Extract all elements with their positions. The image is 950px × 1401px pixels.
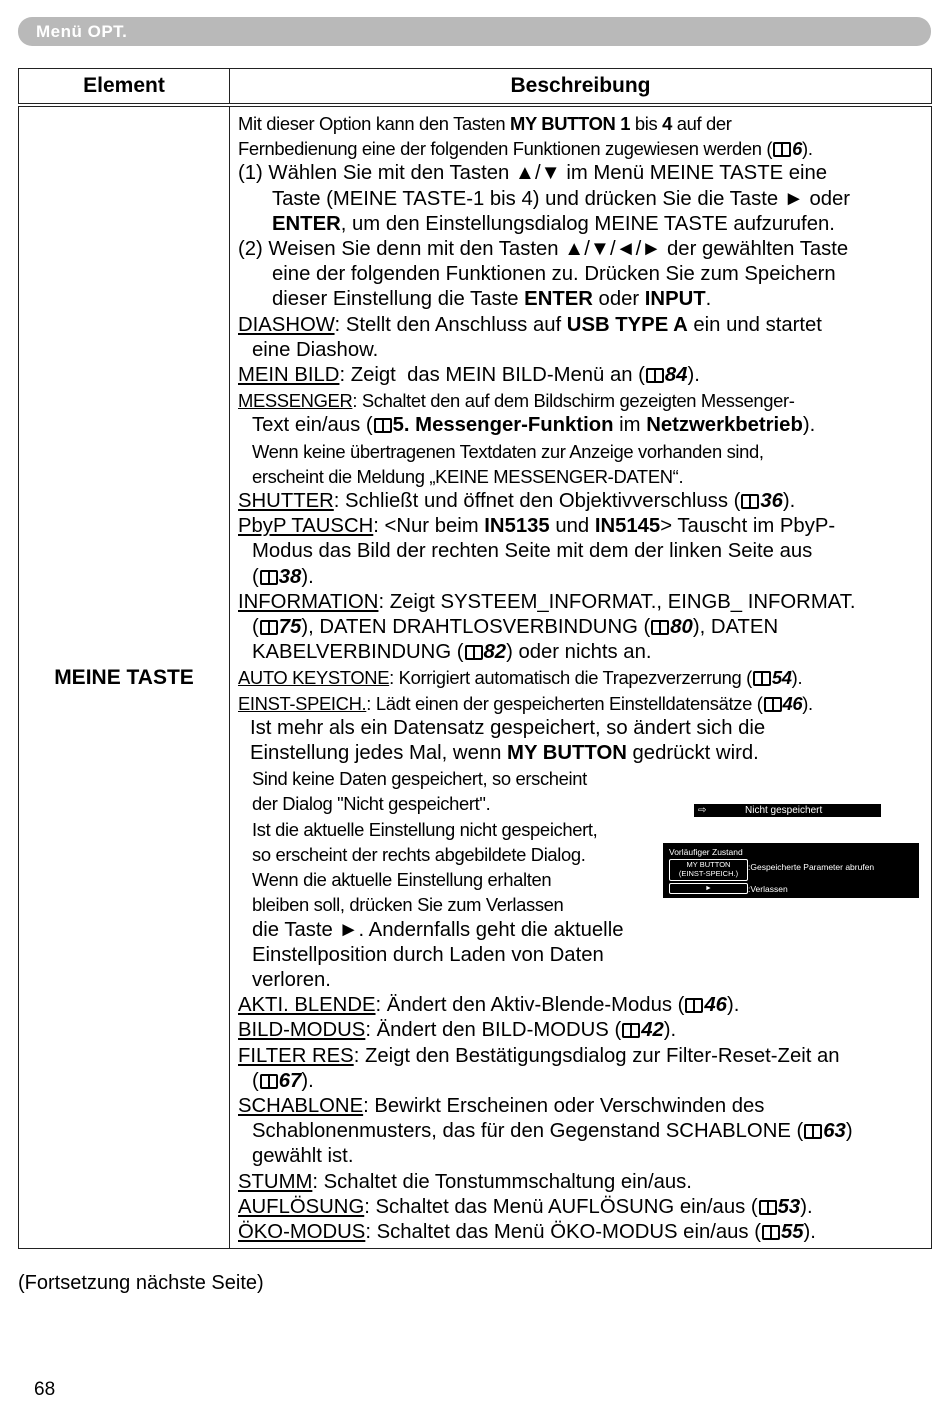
dialog-title: Vorläufiger Zustand: [669, 847, 743, 857]
book-icon: [622, 1023, 640, 1038]
book-icon: [260, 1074, 278, 1089]
desc-line: ( 75), DATEN DRAHTLOSVERBINDUNG ( 80), DATEN: [252, 616, 779, 639]
desc-line: DIASHOW: Stellt den Anschluss auf USB TYPE A ein und startet: [238, 313, 822, 336]
table-header-row: [19, 69, 932, 106]
desc-line: Schablonenmusters, das für den Gegenstand SCHABLONE ( 63): [252, 1120, 853, 1143]
column-header-element: Element: [19, 69, 230, 106]
dialog-text: Nicht gespeichert: [745, 805, 823, 816]
desc-line: Text ein/aus ( 5. Messenger-Funktion im Netzwerkbetrieb).: [252, 414, 816, 437]
book-icon: [759, 1200, 777, 1215]
dialog-vorlaeufiger-zustand: [663, 843, 919, 898]
continuation-note: (Fortsetzung nächste Seite): [18, 1272, 264, 1294]
desc-line: FILTER RES: Zeigt den Bestätigungsdialog zur Filter-Reset-Zeit an: [238, 1044, 840, 1067]
desc-line: Ist die aktuelle Einstellung nicht gespeichert,: [252, 818, 598, 840]
desc-line: ENTER, um den Einstellungsdialog MEINE TASTE aufzurufen.: [272, 212, 835, 235]
desc-line: MEIN BILD: Zeigt das MEIN BILD-Menü an ( 84).: [238, 364, 700, 387]
desc-line: ÖKO-MODUS: Schaltet das Menü ÖKO-MODUS ein/aus ( 55).: [238, 1220, 816, 1243]
right-key-box: [669, 883, 748, 894]
arrow-right-icon: ►: [705, 885, 712, 892]
desc-line: gewählt ist.: [252, 1145, 354, 1168]
dialog-nicht-gespeichert: [694, 804, 881, 817]
desc-line: die Taste ►. Andernfalls geht die aktuelle: [252, 918, 624, 941]
desc-line: SCHABLONE: Bewirkt Erscheinen oder Verschwinden des: [238, 1094, 765, 1117]
desc-line: (2) Weisen Sie denn mit den Tasten ▲/▼/◄/► der gewählten Taste: [238, 238, 849, 261]
desc-line: bleiben soll, drücken Sie zum Verlassen: [252, 894, 564, 916]
column-header-description: Beschreibung: [230, 69, 932, 106]
section-header: [18, 17, 931, 46]
desc-line: SHUTTER: Schließt und öffnet den Objektivverschluss ( 36).: [238, 490, 796, 513]
menu-table: [18, 68, 932, 1249]
desc-line: verloren.: [252, 968, 331, 991]
desc-line: AUFLÖSUNG: Schaltet das Menü AUFLÖSUNG ein/aus ( 53).: [238, 1195, 813, 1218]
book-icon: [741, 494, 759, 509]
desc-line: Modus das Bild der rechten Seite mit dem der linken Seite aus: [252, 540, 813, 563]
desc-line: Fernbedienung eine der folgenden Funktionen zugewiesen werden ( 6).: [238, 138, 813, 160]
desc-line: AKTI. BLENDE: Ändert den Aktiv-Blende-Modus ( 46).: [238, 994, 740, 1017]
my-button-label: MY BUTTON: [686, 860, 731, 869]
desc-line: der Dialog "Nicht gespeichert".: [252, 793, 491, 815]
desc-line: PbyP TAUSCH: <Nur beim IN5135 und IN5145> Tauscht im PbyP-: [238, 515, 836, 538]
element-cell: MEINE TASTE: [19, 105, 230, 1249]
desc-line: Einstellposition durch Laden von Daten: [252, 943, 604, 966]
description-cell: [230, 105, 932, 1249]
desc-line: BILD-MODUS: Ändert den BILD-MODUS ( 42).: [238, 1019, 677, 1042]
desc-line: AUTO KEYSTONE: Korrigiert automatisch die Trapezverzerrung ( 54).: [238, 667, 803, 689]
section-title: Menü OPT.: [36, 22, 128, 41]
desc-line: eine Diashow.: [252, 338, 379, 361]
desc-line: ( 67).: [252, 1069, 314, 1092]
desc-line: dieser Einstellung die Taste ENTER oder INPUT.: [272, 288, 712, 311]
book-icon: [685, 998, 703, 1013]
desc-line: ( 38).: [252, 565, 314, 588]
desc-line: MESSENGER: Schaltet den auf dem Bildschirm gezeigten Messenger-: [238, 390, 795, 412]
desc-line: Einstellung jedes Mal, wenn MY BUTTON gedrückt wird.: [250, 742, 759, 765]
book-icon: [651, 620, 669, 635]
desc-line: Mit dieser Option kann den Tasten MY BUTTON 1 bis 4 auf der: [238, 113, 732, 134]
arrow-right-icon: ⇨: [698, 805, 707, 816]
book-icon: [646, 368, 664, 383]
desc-line: Ist mehr als ein Datensatz gespeichert, so ändert sich die: [250, 716, 766, 739]
book-icon: [465, 645, 483, 660]
einst-speich-label: (EINST-SPEICH.): [678, 869, 739, 878]
book-icon: [773, 142, 791, 157]
book-icon: [762, 1225, 780, 1240]
desc-line: Sind keine Daten gespeichert, so erscheint: [252, 768, 587, 790]
desc-line: Taste (MEINE TASTE-1 bis 4) und drücken Sie die Taste ► oder: [272, 187, 851, 210]
desc-line: Wenn keine übertragenen Textdaten zur Anzeige vorhanden sind,: [252, 440, 764, 462]
page-number: 68: [34, 1379, 56, 1400]
desc-line: EINST-SPEICH.: Lädt einen der gespeicherten Einstelldatensätze ( 46).: [238, 692, 813, 714]
table-row: [19, 105, 932, 1249]
book-icon: [753, 671, 771, 686]
action-verlassen: :Verlassen: [748, 884, 788, 894]
desc-line: eine der folgenden Funktionen zu. Drücken Sie zum Speichern: [272, 263, 836, 286]
desc-line: erscheint die Meldung „KEINE MESSENGER-DATEN“.: [252, 465, 684, 487]
book-icon: [260, 570, 278, 585]
desc-line: INFORMATION: Zeigt SYSTEEM_INFORMAT., EINGB_ INFORMAT.: [238, 590, 856, 613]
desc-line: (1) Wählen Sie mit den Tasten ▲/▼ im Menü MEINE TASTE eine: [238, 162, 828, 185]
desc-line: so erscheint der rechts abgebildete Dialog.: [252, 843, 586, 865]
book-icon: [374, 418, 392, 433]
desc-line: KABELVERBINDUNG ( 82) oder nichts an.: [252, 641, 652, 664]
action-abrufen: :Gespeicherte Parameter abrufen: [748, 862, 875, 872]
book-icon: [260, 620, 278, 635]
book-icon: [764, 697, 782, 712]
book-icon: [804, 1124, 822, 1139]
my-button-box: [669, 859, 748, 881]
desc-line: STUMM: Schaltet die Tonstummschaltung ein/aus.: [238, 1170, 692, 1193]
desc-line: Wenn die aktuelle Einstellung erhalten: [252, 869, 552, 891]
